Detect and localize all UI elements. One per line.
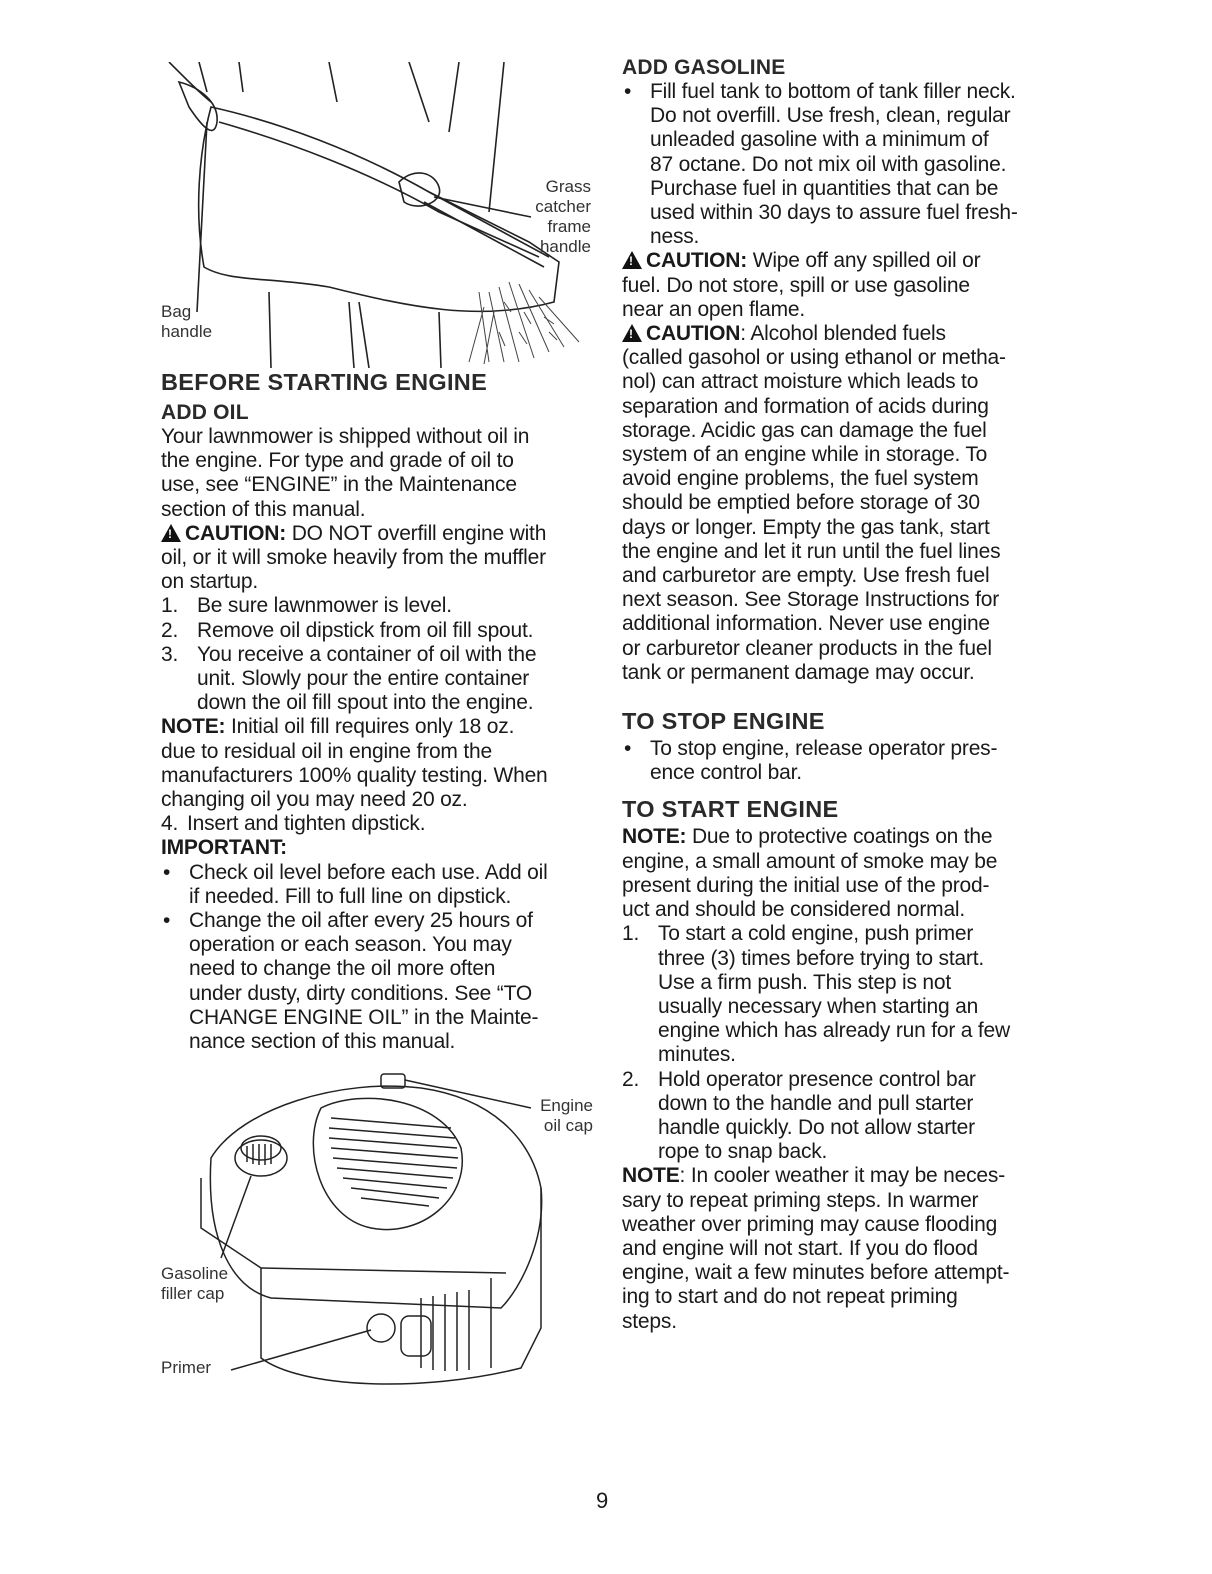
start-note: NOTE: Due to protective coatings on the engine, a small amount of smoke may be present during the initial use of the prod- uct and should be considered normal. xyxy=(622,825,998,922)
primer-label: Primer xyxy=(161,1358,212,1378)
list-item: 2. Remove oil dipstick from oil fill spout. xyxy=(161,618,534,642)
important-label: IMPORTANT: xyxy=(161,836,287,860)
list-item: 1. To start a cold engine, push primer three (3) times before trying to start. Use a firm push. This step is not usually necessary when starting an engine which has already run for a few minutes. xyxy=(622,922,1010,1067)
before-starting-heading: BEFORE STARTING ENGINE xyxy=(161,369,488,395)
add-oil-intro: Your lawnmower is shipped without oil in the engine. For type and grade of oil to use, see “ENGINE” in the Maintenance section of this manual. xyxy=(161,425,530,521)
oil-steps xyxy=(161,594,593,715)
engine-figure xyxy=(161,1068,593,1398)
right-column xyxy=(622,55,1062,1334)
gasoline-caution-2: !CAUTION: Alcohol blended fuels (called gasohol or using ethanol or metha- nol) can attract moisture which leads to separation and formation of acids during storage. Acidic gas can damage the fuel system of an engine while in storage. To avoid engine problems, the fuel system should be emptied before storage of 30 days or longer. Empty the gas tank, start the engine and let it run until the fuel lines and carburetor are empty. Use fresh fuel next season. See Storage Instructions for additional information. Never use engine or carburetor cleaner products in the fuel tank or permanent damage may occur. xyxy=(622,322,1062,685)
list-item: 3. You receive a container of oil with the unit. Slowly pour the entire container down the oil fill spout into the engine. xyxy=(161,642,537,715)
list-item: • Check oil level before each use. Add oil if needed. Fill to full line on dipstick. xyxy=(163,860,548,908)
engine-oil-cap-label: Engine oil cap xyxy=(540,1096,593,1136)
list-item: • Fill fuel tank to bottom of tank filler neck. Do not overfill. Use fresh, clean, regular unleaded gasoline with a minimum of 87 octane. Do not mix oil with gasoline. Purchase fuel in quantities that can be used within 30 days to assure fuel fresh- ness. xyxy=(624,80,1018,249)
list-item: 1. Be sure lawnmower is level. xyxy=(161,594,452,618)
gasoline-caution-1: !CAUTION: Wipe off any spilled oil or fuel. Do not store, spill or use gasoline near an open flame. xyxy=(622,249,1062,322)
grass-catcher-illustration xyxy=(159,62,591,368)
list-item: 2. Hold operator presence control bar down to the handle and pull starter handle quickly. Do not allow starter rope to snap back. xyxy=(622,1067,976,1164)
oil-caution: !CAUTION: DO NOT overfill engine with oil, or it will smoke heavily from the muffler on startup. xyxy=(161,522,593,595)
left-column xyxy=(161,62,593,1398)
start-engine-heading: TO START ENGINE xyxy=(622,796,839,823)
warning-icon xyxy=(622,324,642,342)
important-bullets xyxy=(161,861,593,1055)
add-gasoline-heading: ADD GASOLINE xyxy=(622,56,786,79)
start-steps xyxy=(622,922,1062,1164)
warning-icon xyxy=(161,524,181,542)
warning-icon xyxy=(622,251,642,269)
list-item: • Change the oil after every 25 hours of operation or each season. You may need to change the oil more often under dusty, dirty conditions. See “TO CHANGE ENGINE OIL” in the Mainte- nance section of this manual. xyxy=(163,909,539,1054)
grass-catcher-figure xyxy=(159,62,591,368)
list-item: • To stop engine, release operator pres- ence control bar. xyxy=(624,737,998,785)
add-oil-heading: ADD OIL xyxy=(161,401,249,424)
engine-illustration xyxy=(161,1068,593,1398)
list-item: 4. Insert and tighten dipstick. xyxy=(161,812,426,836)
page-number: 9 xyxy=(596,1488,609,1513)
stop-engine-heading: TO STOP ENGINE xyxy=(622,708,825,735)
gasoline-filler-cap-label: Gasoline filler cap xyxy=(161,1264,229,1304)
start-note-2: NOTE: In cooler weather it may be neces- sary to repeat priming steps. In warmer weather over priming may cause flooding and engine will not start. If you do flood engine, wait a few minutes before attempt- ing to start and do not repeat priming steps. xyxy=(622,1164,1010,1333)
oil-note: NOTE: Initial oil fill requires only 18 oz. due to residual oil in engine from the manufacturers 100% quality testing. When changing oil you may need 20 oz. xyxy=(161,715,548,812)
bag-handle-label: Bag handle xyxy=(161,302,213,341)
grass-catcher-frame-handle-label: Grass catcher frame handle xyxy=(535,177,591,256)
